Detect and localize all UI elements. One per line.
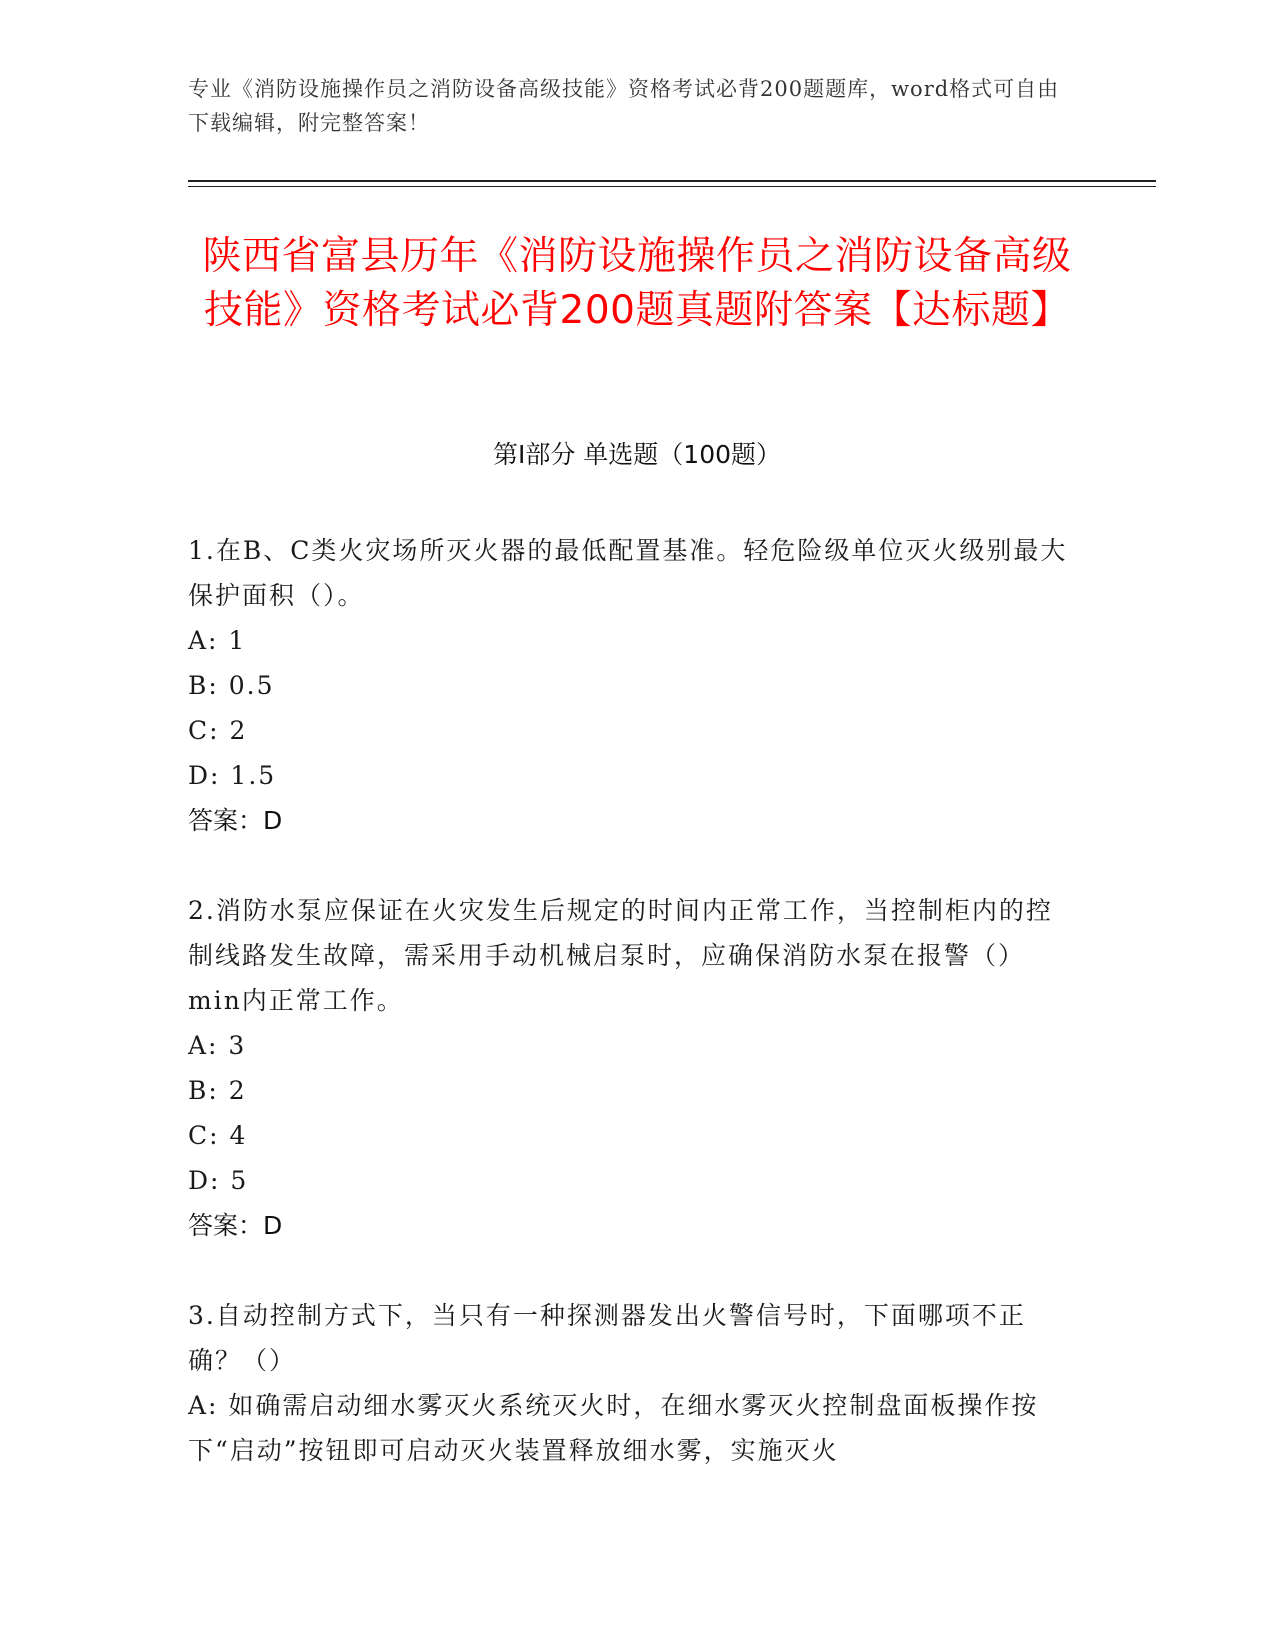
header-divider-thin bbox=[188, 186, 1156, 187]
answer: 答案：D bbox=[188, 1211, 283, 1240]
question-stem: 3.自动控制方式下，当只有一种探测器发出火警信号时，下面哪项不正确？（） bbox=[188, 1301, 1026, 1375]
option-c: C: 2 bbox=[188, 716, 248, 745]
question-3 bbox=[188, 1293, 1068, 1473]
option-c: C: 4 bbox=[188, 1121, 248, 1150]
option-b: B: 0.5 bbox=[188, 671, 275, 700]
document-title: 陕西省富县历年《消防设施操作员之消防设备高级技能》资格考试必背200题真题附答案【达标题】 bbox=[202, 234, 1072, 333]
option-a: A: 1 bbox=[188, 626, 247, 655]
question-2 bbox=[188, 888, 1068, 1248]
option-a: A: 3 bbox=[188, 1031, 247, 1060]
header-divider-thick bbox=[188, 180, 1156, 182]
option-d: D: 1.5 bbox=[188, 761, 277, 790]
answer: 答案：D bbox=[188, 806, 283, 835]
option-a: A: 如确需启动细水雾灭火系统灭火时，在细水雾灭火控制盘面板操作按下“启动”按钮即可启动灭火装置释放细水雾，实施灭火 bbox=[188, 1391, 1039, 1465]
question-1 bbox=[188, 528, 1068, 843]
question-stem: 1.在B、C类火灾场所灭火器的最低配置基准。轻危险级单位灭火级别最大保护面积（）。 bbox=[188, 536, 1068, 610]
question-stem: 2.消防水泵应保证在火灾发生后规定的时间内正常工作，当控制柜内的控制线路发生故障，需采用手动机械启泵时，应确保消防水泵在报警（）min内正常工作。 bbox=[188, 896, 1053, 1015]
option-d: D: 5 bbox=[188, 1166, 249, 1195]
header-note: 专业《消防设施操作员之消防设备高级技能》资格考试必背200题题库，word格式可自由下载编辑，附完整答案！ bbox=[188, 77, 1060, 135]
question-list bbox=[188, 528, 1068, 1518]
section-heading: 第I部分 单选题（100题） bbox=[492, 440, 782, 469]
option-b: B: 2 bbox=[188, 1076, 247, 1105]
